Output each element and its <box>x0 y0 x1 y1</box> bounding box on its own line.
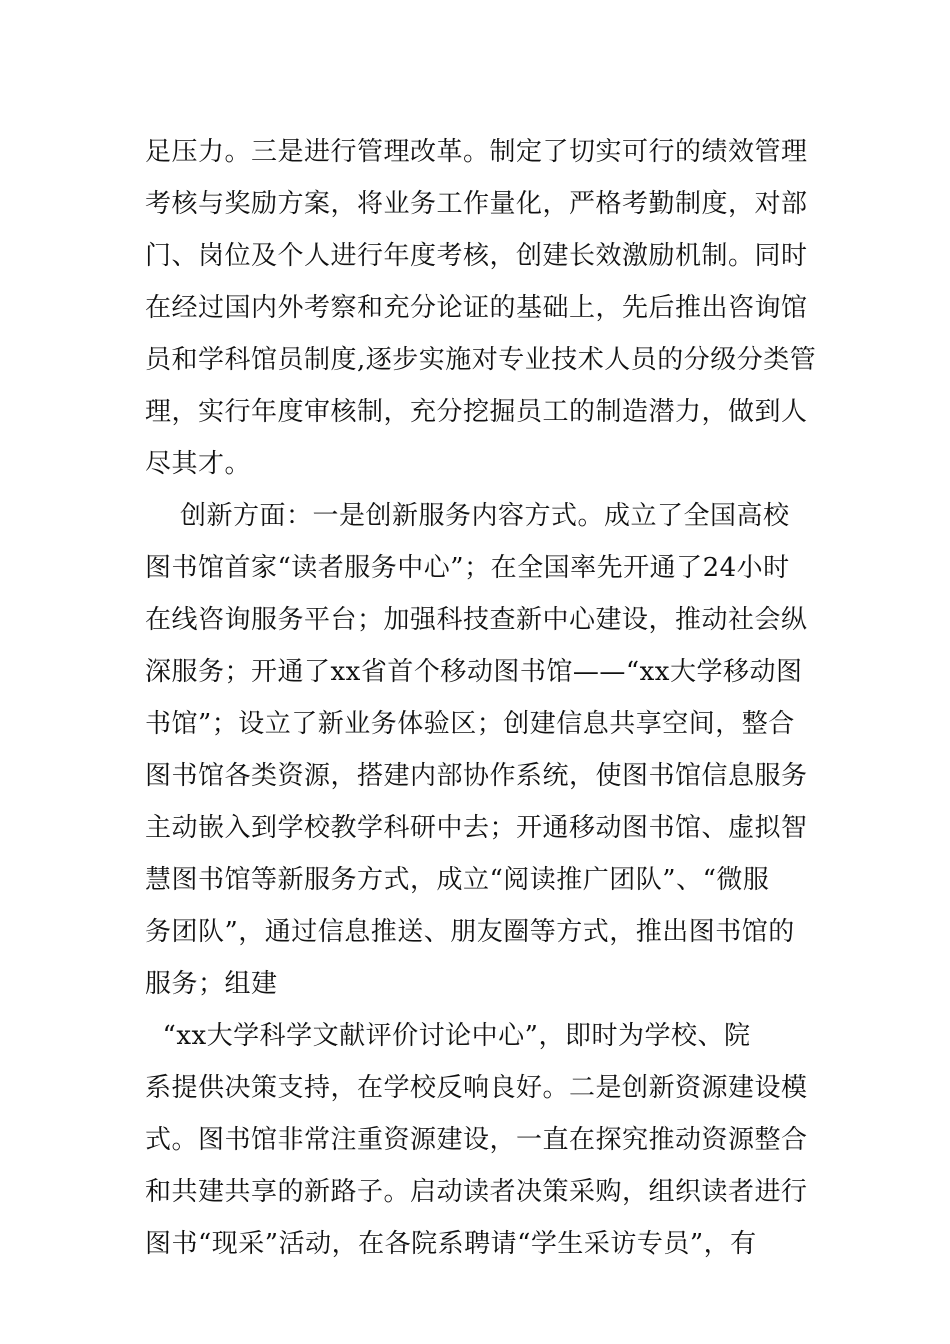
text-line: 式。图书馆非常注重资源建设，一直在探究推动资源整合 <box>145 1125 808 1155</box>
text-line: 考核与奖励方案，将业务工作量化，严格考勤制度，对部 <box>145 189 808 219</box>
text-line: 在经过国内外考察和充分论证的基础上，先后推出咨询馆 <box>145 293 808 323</box>
text-line: 主动嵌入到学校教学科研中去；开通移动图书馆、虚拟智 <box>145 813 808 843</box>
text-line: 服务；组建 <box>145 969 278 999</box>
text-line: 务团队”，通过信息推送、朋友圈等方式，推出图书馆的 <box>145 917 795 947</box>
text-line: 在线咨询服务平台；加强科技查新中心建设，推动社会纵 <box>145 605 808 635</box>
text-line: 员和学科馆员制度,逐步实施对专业技术人员的分级分类管 <box>145 345 817 375</box>
text-line: 图书馆各类资源，搭建内部协作系统，使图书馆信息服务 <box>145 761 808 791</box>
text-line: 图书馆首家“读者服务中心”；在全国率先开通了24小时 <box>145 553 790 583</box>
text-line: 和共建共享的新路子。启动读者决策采购，组织读者进行 <box>145 1177 808 1207</box>
text-line: 理，实行年度审核制，充分挖掘员工的制造潜力，做到人 <box>145 397 808 427</box>
text-line: 深服务；开通了xx省首个移动图书馆——“xx大学移动图 <box>145 657 803 687</box>
text-line: 书馆”；设立了新业务体验区；创建信息共享空间，整合 <box>145 709 795 739</box>
text-line: 创新方面：一是创新服务内容方式。成立了全国高校 <box>145 501 790 531</box>
text-line: 系提供决策支持，在学校反响良好。二是创新资源建设模 <box>145 1073 808 1103</box>
body-text <box>145 126 817 1270</box>
text-line: 尽其才。 <box>145 449 252 479</box>
text-line: “xx大学科学文献评价讨论中心”，即时为学校、院 <box>145 1021 751 1051</box>
text-line: 足压力。三是进行管理改革。制定了切实可行的绩效管理 <box>145 137 808 167</box>
text-line: 图书“现采”活动，在各院系聘请“学生采访专员”，有 <box>145 1229 757 1259</box>
text-line: 慧图书馆等新服务方式，成立“阅读推广团队”、“微服 <box>145 865 770 895</box>
text-line: 门、岗位及个人进行年度考核，创建长效激励机制。同时 <box>145 241 808 271</box>
